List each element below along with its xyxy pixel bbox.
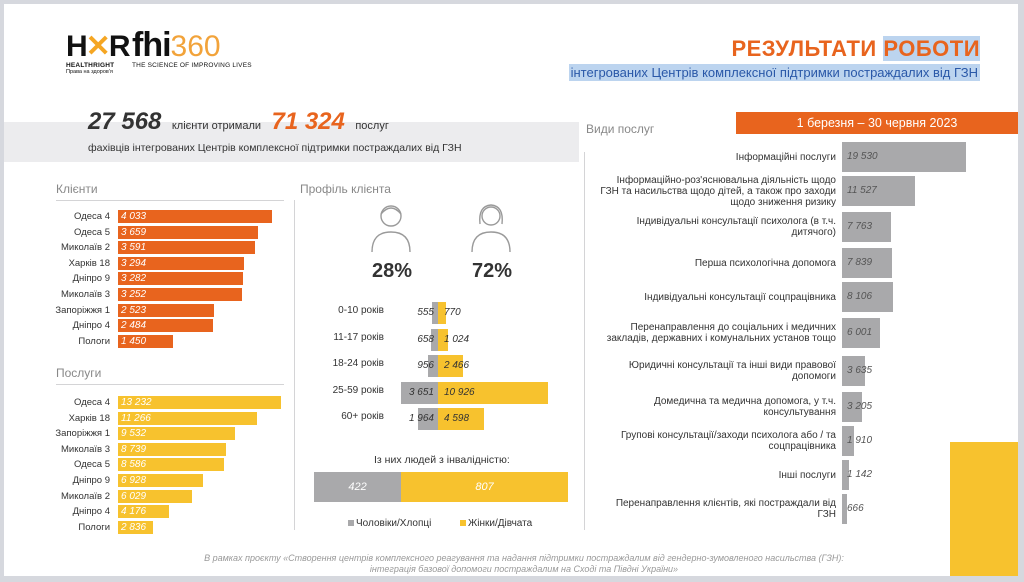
service-type-value: 19 530 <box>847 151 878 162</box>
clients-label: Одеса 5 <box>74 226 110 238</box>
healthright-logo <box>66 32 128 75</box>
healthright-logo-mark: H✕R <box>66 30 129 63</box>
disability-value-female: 807 <box>475 481 494 493</box>
age-group-label: 0-10 років <box>338 305 384 316</box>
services-value: 13 232 <box>121 397 152 408</box>
services-value: 6 928 <box>121 475 147 486</box>
service-types-divider <box>584 152 585 530</box>
clients-value: 2 484 <box>121 320 147 332</box>
fhi360-logo-tagline: THE SCIENCE OF IMPROVING LIVES <box>132 62 252 69</box>
service-type-label: Юридичні консультації та інші види правової допомоги <box>628 360 836 382</box>
services-value: 9 532 <box>121 428 147 440</box>
male-person-icon <box>370 202 412 254</box>
service-type-value: 8 106 <box>847 291 873 302</box>
services-label: Пологи <box>78 521 110 533</box>
clients-label: Миколаїв 3 <box>61 289 110 300</box>
services-value: 4 176 <box>121 506 147 518</box>
services-value: 11 266 <box>121 412 151 424</box>
services-label: Одеса 4 <box>74 397 110 408</box>
clients-value: 3 294 <box>121 257 147 269</box>
footer-note: В рамках проєкту «Створення центрів комплексного реагування та надання підтримки постраждалим від гендерно-зумовленого насильства (ГЗН): інтеграція базової допомоги постраждалим на Сході та Півдні України» <box>204 553 844 574</box>
clients-text: клієнти отримали <box>171 120 262 132</box>
clients-count: 27 568 <box>88 108 162 135</box>
clients-label: Дніпро 9 <box>72 273 110 285</box>
infographic-slide <box>4 4 1018 576</box>
female-person-icon <box>470 202 512 254</box>
clients-value: 1 450 <box>121 335 147 347</box>
clients-value: 3 659 <box>121 226 147 238</box>
clients-label: Одеса 4 <box>74 211 110 222</box>
stats-subtext: фахівців інтегрованих Центрів комплексної підтримки постраждалих від ГЗН <box>88 142 462 154</box>
age-value-male: 3 651 <box>408 386 434 398</box>
profile-title: Профіль клієнта <box>300 182 391 196</box>
services-label: Дніпро 9 <box>72 475 110 486</box>
age-value-female: 10 926 <box>444 386 475 398</box>
service-type-value: 666 <box>847 503 864 514</box>
services-label: Миколаїв 2 <box>61 490 110 502</box>
service-types-title: Види послуг <box>586 122 655 136</box>
services-label: Дніпро 4 <box>72 506 110 518</box>
services-text: послуг <box>355 120 389 132</box>
service-type-label: Перенаправлення до соціальних і медичних закладів, державних і комунальних установ тощо <box>606 322 836 344</box>
clients-chart-title: Клієнти <box>56 182 98 196</box>
clients-label: Пологи <box>78 335 110 347</box>
age-group-label: 11-17 років <box>333 331 384 343</box>
age-value-male: 555 <box>417 307 434 318</box>
page-subtitle: інтегрованих Центрів комплексної підтримки постраждалих від ГЗН <box>570 65 978 80</box>
decorative-yellow-block <box>950 442 1018 576</box>
service-type-value: 1 910 <box>847 435 873 446</box>
clients-label: Харків 18 <box>68 257 110 269</box>
clients-label: Дніпро 4 <box>72 320 110 332</box>
fhi360-logo-mark: fhi360 <box>132 26 221 64</box>
service-type-value: 6 001 <box>847 327 873 338</box>
services-divider <box>56 384 284 385</box>
age-value-female: 4 598 <box>444 413 470 424</box>
service-type-value: 3 205 <box>847 401 873 412</box>
age-value-female: 1 024 <box>444 333 470 345</box>
female-percentage: 72% <box>472 260 513 282</box>
disability-title: Із них людей з інвалідністю: <box>374 454 510 466</box>
service-type-label: Інформаційно-роз'яснювальна діяльність щодо ГЗН та насильства щодо дітей, а також про заходи щодо зниження ризику <box>600 174 836 208</box>
male-percentage: 28% <box>372 260 413 282</box>
clients-value: 2 523 <box>121 304 147 316</box>
services-label: Запоріжжя 1 <box>55 428 110 440</box>
period-banner: 1 березня – 30 червня 2023 <box>736 112 1018 134</box>
service-type-label: Інформаційні послуги <box>735 151 836 163</box>
legend-female: Жінки/Дівчата <box>460 518 532 529</box>
service-type-label: Групові консультації/заходи психолога або / та соцпрацівника <box>620 430 836 452</box>
service-type-label: Домедична та медична допомога, у т.ч. консультування <box>653 396 836 418</box>
services-value: 8 739 <box>121 443 147 455</box>
services-label: Миколаїв 3 <box>61 443 110 455</box>
healthright-logo-name: HEALTHRIGHT <box>66 62 115 69</box>
stats-headline <box>88 108 389 136</box>
clients-label: Миколаїв 2 <box>61 242 110 254</box>
age-value-male: 956 <box>417 360 434 371</box>
age-group-label: 25-59 років <box>332 384 384 396</box>
service-type-label: Перша психологічна допомога <box>694 257 836 269</box>
clients-label: Запоріжжя 1 <box>55 304 110 316</box>
services-label: Харків 18 <box>68 412 110 424</box>
page-title: РЕЗУЛЬТАТИ РОБОТИ <box>731 36 980 61</box>
clients-value: 4 033 <box>121 211 147 222</box>
clients-divider <box>56 200 284 201</box>
legend-female-swatch <box>460 520 466 526</box>
age-group-label: 60+ років <box>341 411 384 422</box>
service-type-value: 3 635 <box>847 365 873 376</box>
service-type-label: Індивідуальні консультації психолога (в т.ч. дитячого) <box>636 216 836 238</box>
services-chart-title: Послуги <box>56 366 102 380</box>
legend-male-swatch <box>348 520 354 526</box>
age-value-male: 658 <box>417 333 434 345</box>
clients-value: 3 591 <box>121 242 147 254</box>
fhi360-logo <box>132 28 252 69</box>
disability-value-male: 422 <box>348 481 367 493</box>
service-type-value: 11 527 <box>847 185 877 196</box>
service-type-label: Перенаправлення клієнтів, які постраждали від ГЗН <box>615 498 836 520</box>
service-type-value: 7 839 <box>847 257 873 268</box>
age-value-male: 1 964 <box>408 413 434 424</box>
legend-male: Чоловіки/Хлопці <box>348 518 431 529</box>
service-type-value: 1 142 <box>847 469 873 480</box>
clients-value: 3 282 <box>121 273 147 285</box>
services-value: 8 586 <box>121 459 147 471</box>
service-type-label: Інші послуги <box>778 469 836 481</box>
services-value: 6 029 <box>121 490 147 502</box>
service-type-value: 7 763 <box>847 221 873 232</box>
age-group-label: 18-24 років <box>332 358 384 369</box>
services-label: Одеса 5 <box>74 459 110 471</box>
age-value-female: 770 <box>444 307 461 318</box>
age-value-female: 2 466 <box>444 360 470 371</box>
services-value: 2 836 <box>121 521 147 533</box>
profile-divider-left <box>294 200 295 530</box>
clients-value: 3 252 <box>121 289 147 300</box>
services-count: 71 324 <box>271 108 345 135</box>
healthright-logo-tagline: Права на здоров'я <box>66 69 113 75</box>
service-type-label: Індивідуальні консультації соцпрацівника <box>644 291 836 303</box>
